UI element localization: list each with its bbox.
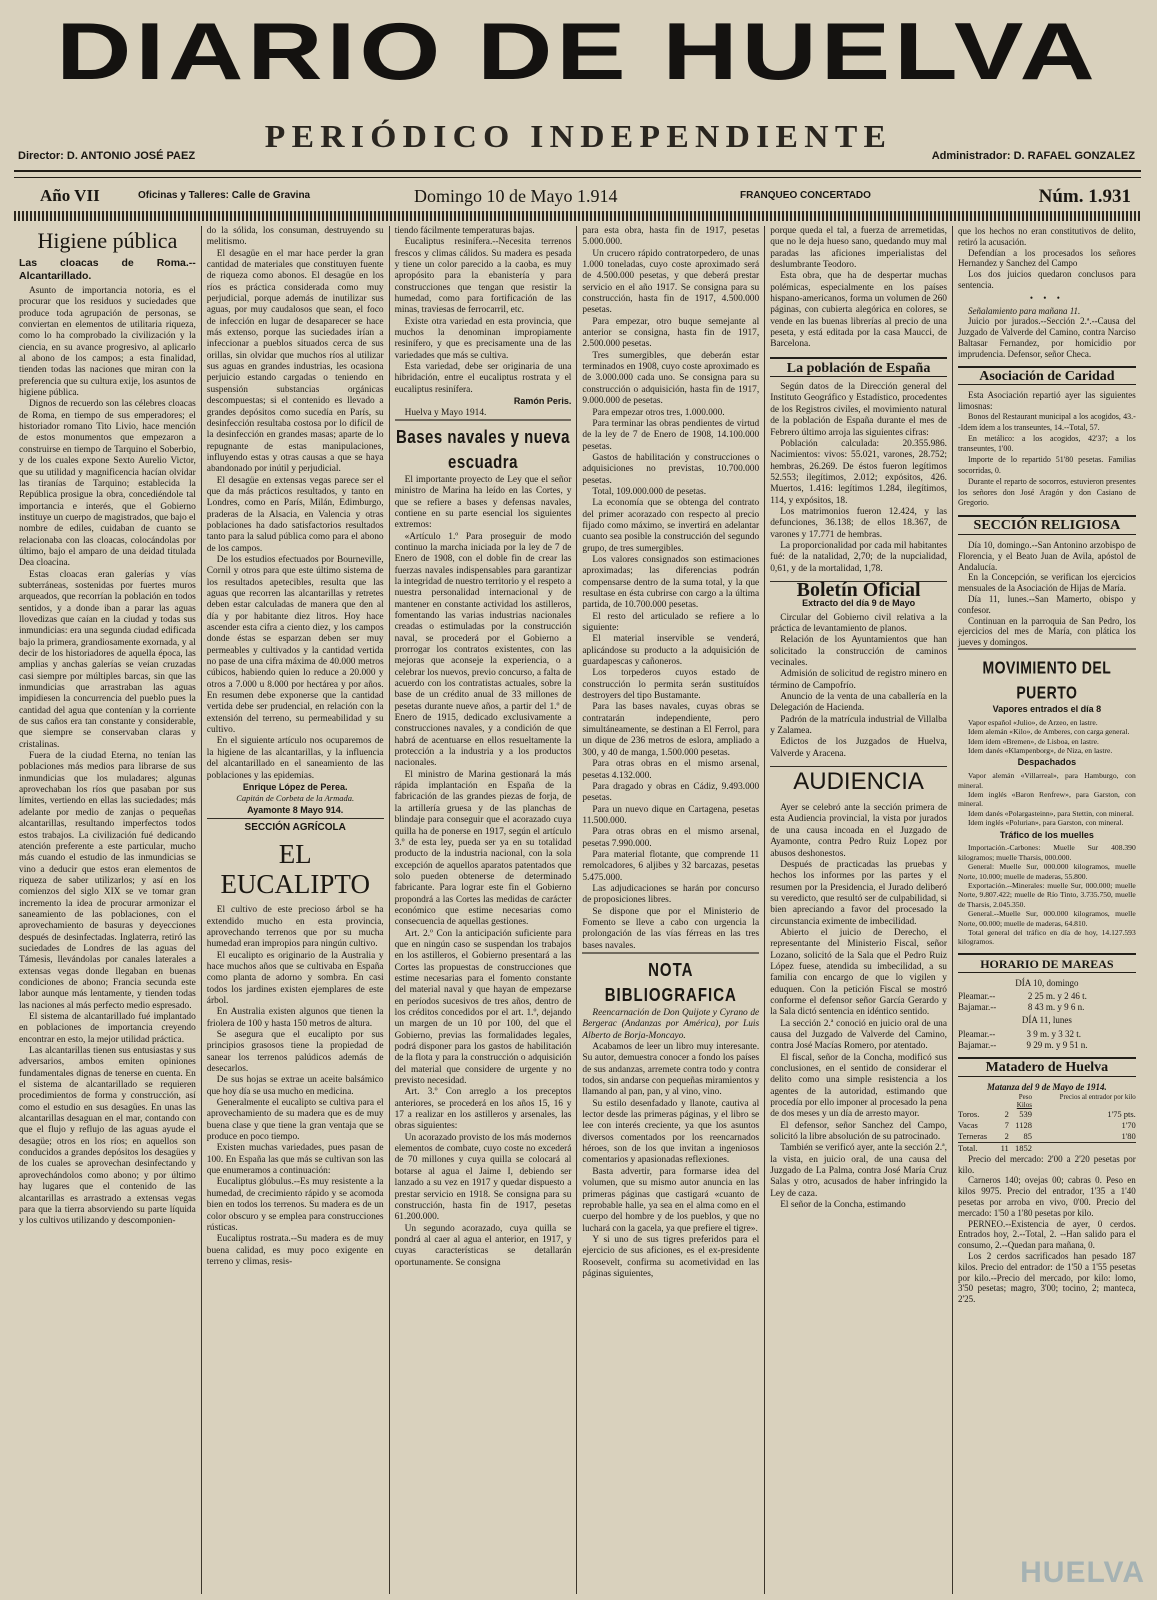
paragraph: Total general del tráfico en día de hoy, 14.127.593 kilogramos.	[957, 928, 1136, 947]
table-cell: 2 25 m. y 2 46 t.	[1027, 991, 1087, 1002]
paragraph: Y si uno de sus tigres preferidos para el ejercicio de sus aficiones, es el ex-presidente Roosevelt, confirma su acometividad en las páginas siguientes,	[582, 1234, 760, 1279]
column-2	[202, 226, 390, 1594]
paragraph: El importante proyecto de Ley que el señor ministro de Marina ha leído en las Cortes, y que se refiere a bases y defensas navales, contiene en su parte esencial los siguientes extremos:	[394, 474, 572, 531]
paragraph: para esta obra, hasta fin de 1917, pesetas 5.000.000.	[582, 226, 760, 248]
issue-date: Domingo 10 de Mayo 1.914	[414, 186, 618, 206]
port-subheading-entrados: Vapores entrados el día 8	[992, 703, 1102, 714]
tide-day-2: DÍA 11, lunes	[1021, 1015, 1072, 1026]
paragraph: Las alcantarillas tienen sus entusiastas y sus adversarios, ambos emiten opiniones fundamentales dignas de tenerse en cuenta. En el sistema de alcantarillado se requieren procedimientos de forma y construcción, así como el estudio en sus desagües. En unas las alcantarillas desaguan en el mar, contando con que el flujo y reflujo de las aguas ayude el desagüe; otros en los ríos; en aquellos son conducidos a grandes depósitos los desagües y de los cuales se aprovechan desinfectando y aprovechándolos como abono; y por último hay lugares que el contenido de las alcantarillas es arrastrado a extensas vegas para que la tierra absorviendo su parte líquida y los cultivos utilizando y descomponien-	[19, 1046, 196, 1227]
table-cell: Pleamar.--	[957, 991, 996, 1002]
table-cell: 11	[1000, 1142, 1009, 1153]
masthead-subtitle: PERIÓDICO INDEPENDIENTE	[264, 118, 893, 154]
table-cell	[1032, 1142, 1136, 1154]
paragraph: En metálico: a los acogidos, 42'37; a los transeuntes, 1'00.	[957, 433, 1136, 454]
paragraph: Juicio por jurados.--Sección 2.ª.--Causa del Juzgado de Valverde del Camino, contra Narciso Baltasar Fernandez, por homicidio por imprudencia. Defensor, señor Checa.	[957, 316, 1136, 359]
table-row	[958, 1029, 1136, 1040]
paragraph: Los valores consignados son estimaciones aproximadas; las diferencias podrán compensarse dentro de la suma total, y la que resultase en ésta cubrirse con cargo a la última partida, de 10.700.000 pesetas.	[582, 554, 760, 611]
article-heading-seccion-religiosa: SECCIÓN RELIGIOSA	[958, 515, 1136, 535]
paragraph: Gastos de habilitación y construcciones o adquisiciones no previstas, 10.700.000 pesetas.	[582, 452, 760, 486]
article-subheading-cloacas: Las cloacas de Roma.--Alcantarillado.	[19, 257, 196, 282]
staff-line	[14, 150, 1141, 166]
paragraph: Total, 109.000.000 de pesetas.	[592, 486, 707, 497]
paragraph: Su estilo desenfadado y llanote, cautiva al lector desde las primeras páginas, y el libro se lee con interés creciente, ya que los asuntos diversos comentados por los reencarnados héroes, son de los que invitan a ingeniosos comentarios y apasionadas reflexiones.	[582, 1098, 760, 1166]
paragraph: Relación de los Ayuntamientos que han solicitado la construcción de caminos vecinales.	[770, 635, 947, 669]
table-row	[958, 1101, 1136, 1109]
archive-watermark: HUELVA	[1020, 1556, 1145, 1589]
author-signature: Enrique López de Perea.	[242, 781, 348, 792]
column-1	[14, 226, 202, 1594]
table-cell: 1'70	[1121, 1119, 1136, 1130]
article-columns	[14, 226, 1141, 1594]
paragraph: Para empezar otros tres, 1.000.000.	[592, 407, 725, 418]
paragraph: Señalamiento para mañana 11.	[967, 305, 1081, 316]
paragraph: Generalmente el eucalipto se cultiva para el aprovechamiento de su madera que es de muy buena clase y que tiene la gran ventaja que se produce en poco tiempo.	[206, 1098, 384, 1143]
article-heading-nota-bibliografica: NOTA BIBLIOGRAFICA	[582, 952, 759, 1008]
table-row	[958, 1142, 1136, 1154]
tide-day-1: DÍA 10, domingo	[1015, 977, 1079, 988]
paragraph: Idem inglés «Baron Renfrew», para Garston, con mineral.	[957, 789, 1136, 809]
table-cell: 2	[1004, 1108, 1009, 1119]
matadero-table	[958, 1093, 1136, 1154]
paragraph: Precio del mercado: 2'00 a 2'20 pesetas por kilo.	[957, 1153, 1136, 1175]
paragraph: Un acorazado provisto de los más modernos elementos de combate, cuyo coste no excederá de 70 millones y cuya quilla se colocará al botarse al agua el Jaime I, debiendo ser lanzado a su vez en 1917 y quedar dispuesto a prestar servicio en 1918. Se consigna para su construcción, hasta fin de 1917, pesetas 61.200.000.	[394, 1132, 572, 1223]
paragraph: Vapor español «Julio», de Arzeo, en lastre.	[967, 717, 1098, 727]
table-cell: 1852	[1014, 1142, 1032, 1153]
paragraph: Esta variedad, debe ser originaria de una hibridación, entre el eucaliptus rostrata y el eucaliptus resinífera.	[394, 362, 572, 395]
paragraph: Se dispone que por el Ministerio de Fomento se lleve a cabo con urgencia la prolongación de las vías férreas en las tres bases navales.	[582, 906, 760, 951]
paragraph: Población calculada: 20.355.986. Nacimientos: vivos: 55.021, varones, 28.752; hembras, 26.269. De éstos fueron legítimos 52.553; ilegítimos, 2.012; expósitos, 426. Muertos, 1.416: legítimos 1.284, ilegítimos, 114, y expósitos, 18.	[770, 438, 947, 506]
table-cell: 8 43 m. y 9 6 n.	[1027, 1002, 1085, 1013]
paragraph: La proporcionalidad por cada mil habitantes fué: de la natalidad, 2,70; de la nupcialidad, 0,61, y de la mortalidad, 1,78.	[770, 540, 947, 574]
paragraph: Importación.-Carbones: Muelle Sur 408.390 kilogramos; muelle Tharsis, 000.000.	[957, 843, 1136, 862]
issue-number: Núm. 1.931	[1038, 186, 1131, 207]
paragraph: porque queda el tal, a fuerza de arremetidas, que no le deja hueso sano, quedando muy mal paradas las aficiones imperialistas del deslumbrante Teodoro.	[770, 226, 947, 271]
paragraph: Existen muchas variedades, pues pasan de 100. En España las que más se cultivan son las que enumeramos a continuación:	[206, 1143, 384, 1177]
paragraph: Los dos juicios quedaron conclusos para sentencia.	[957, 269, 1136, 290]
table-cell: 7	[1004, 1119, 1009, 1130]
paragraph: Ayer se celebró ante la sección primera de esta Audiencia provincial, la vista por jurados de una causa incoada en el Juzgado de Ayamonte, contra Pedro Ruiz Lopez por abusos deshonestos.	[770, 803, 947, 859]
paragraph: Bonos del Restaurant municipal a los acogidos, 43.--Idem ídem a los transeuntes, 14.--Total, 57.	[957, 411, 1136, 432]
paragraph: Vapor alemán «Villarreal», para Hamburgo, con mineral.	[957, 771, 1136, 790]
table-row	[958, 1040, 1136, 1051]
table-row	[958, 1120, 1136, 1131]
paragraph: Acabamos de leer un libro muy interesante. Su autor, demuestra conocer a fondo los países de sus andanzas, arremete contra todo y contra todos, sin andarse con pequeñas miramientos y llamando al pan, pan, y al vino, vino.	[582, 1042, 760, 1098]
paragraph: Idem alemán «Kilo», de Amberes, con carga general.	[967, 727, 1130, 737]
ornament-dots: • • •	[1029, 292, 1064, 303]
column-5	[765, 226, 953, 1594]
paragraph: Reencarnación de Don Quijote y Cyrano de Bergerac (Andanzas por América), por Luis Alberto de Borja-Moncayo.	[582, 1008, 760, 1041]
article-heading-mareas: HORARIO DE MAREAS	[958, 953, 1136, 973]
paragraph: La economía que se obtenga del contrato del primer acorazado con respecto al precio fijado como máximo, se invertirá en adelantar cuanto sea posible la construcción del segundo grupo, de tres sumergibles.	[582, 498, 760, 554]
table-cell: 3 9 m. y 3 32 t.	[1026, 1029, 1081, 1040]
paragraph: El fiscal, señor de la Concha, modificó sus conclusiones, en el sentido de considerar el delito como una simple resistencia a los agentes de la autoridad, estimando que procedía por ello imponer al procesado la pena de dos meses y un día de arresto mayor.	[770, 1052, 947, 1120]
table-cell: Total.	[957, 1142, 978, 1153]
franqueo-note: FRANQUEO CONCERTADO	[740, 190, 871, 201]
info-bar	[14, 182, 1141, 212]
paragraph: El ministro de Marina gestionará la más rápida implantación en España de la fabricación de las grandes piezas de forja, de la artillería gruesa y de las planchas de blindaje para conseguir que el acorazado cuya quilla ha de ponerse en 1917, según el artículo 3.º de esta ley, pueda ser ya en su totalidad producto de la industria nacional, con la sola excepción de aquellos aparatos patentados que solo pueden obtenerse de determinado fabricante. Para lograr este fin el Gobierno propondrá a las Cortes las medidas de carácter económico que estime necesarias como consecuencia de aquellas gestiones.	[394, 769, 572, 928]
paragraph: Idem inglés «Polurian», para Garston, con mineral.	[967, 818, 1124, 828]
paragraph: Idem danés «Klampenborg», de Niza, en lastre.	[967, 745, 1113, 755]
matadero-date: Matanza del 9 de Mayo de 1914.	[987, 1082, 1107, 1092]
paragraph: El sistema de alcantarillado fué implantado en poblaciones de importancia creyendo encontrar en esto, la mejor utilidad práctica.	[19, 1012, 196, 1045]
table-header: Precios al entrador por kilo	[1059, 1092, 1136, 1101]
paragraph: Exportación.--Minerales: muelle Sur, 000.000; muelle Norte, 9.807.422; muelle de Río Tinto, 3.735.750, muelle de Tharsis, 2.045.350.	[957, 880, 1136, 909]
paragraph: Circular del Gobierno civil relativa a la práctica de levantamiento de planos.	[770, 612, 947, 634]
paragraph: Los 2 cerdos sacrificados han pesado 187 kilos. Precio del entrador: de 1'50 a 1'55 pesetas por kilo.--Precio del mercado, por kilo: lomo, 3'50 pesetas; magro, 3'00; tocino, 2; manteca, 2'25.	[957, 1250, 1136, 1305]
paragraph: Para las bases navales, cuyas obras se contratarán independiente, pero simultáneamente, se destinan a El Ferrol, para un dique de 236 metros de eslora, ampliado a 300, y 40 de manga, 1.500.000 pesetas.	[582, 702, 760, 758]
paragraph: Para material flotante, que comprende 11 remolcadores, 6 aljibes y 32 barcazas, pesetas 5.475.000.	[582, 849, 760, 883]
author-signature: Ramón Peris.	[513, 396, 572, 407]
article-heading-movimiento-puerto: MOVIMIENTO DEL PUERTO	[958, 648, 1136, 704]
paragraph: Para otras obras en el mismo arsenal, pesetas 4.132.000.	[582, 759, 760, 781]
table-cell	[998, 1093, 1009, 1101]
article-subheading-extracto: Extracto del día 9 de Mayo	[802, 598, 916, 609]
paragraph: Art. 2.º Con la anticipación suficiente para que en ningún caso se suspendan los trabajos en los astilleros, el Gobierno presentará a las Cortes las propuestas de construcciones que estime necesarias para el fomento constante del material naval y que hayan de empezarse en períodos sucesivos de tres años, dentro de los créditos concedidos por el art. 1.º, dejando un margen de un 10 por 100, del que el Gobierno, previas las formalidades legales, podrá disponer para los gastos de habilitación de la flota y para la construcción o adquisición del material que considere de urgente y no previsto necesidad.	[394, 928, 572, 1087]
paragraph: Existe otra variedad en esta provincia, que muchos la denominan impropiamente resinífero, y que es precisamente una de las variedades que más se cultiva.	[394, 316, 572, 361]
header-hatch-divider	[14, 211, 1141, 221]
paragraph: De sus hojas se extrae un aceite balsámico que hoy día se usa mucho en medicina.	[206, 1075, 384, 1097]
table-header: Peso	[1018, 1092, 1032, 1101]
table-row	[958, 1131, 1136, 1143]
paragraph: Estas cloacas eran galerías y vías subterráneas, sostenidas por fuertes muros arqueados, que recorrían la población en todos sentidos, y a donde iban a parar las aguas llovedizas que caían en la ciudad y todas sus inmundicias: era una segunda ciudad edificada bajo la primera, grandiosamente exornada, y al decir de los historiadores de aquella época, las amplias y anchas galerías se veían cruzadas casi siempre por múltiples barcas, sin que las inmundicias que arrastraban las aguas impidiesen la concurrencia del pueblo pues la cantidad del agua que contenían y la corriente de sus caños era tan constante y considerable, que siempre se conservaban claras y cristalinas.	[19, 569, 196, 750]
table-cell	[1032, 1101, 1136, 1109]
paragraph: Tres sumergibles, que deberán estar terminados en 1908, cuyo coste aproximado es de 3.000.000 cada uno. Se consigna para su construcción o adquisición, hasta fin de 1917, 9.000.000 de pesetas.	[582, 350, 760, 407]
paragraph: Día 11, lunes.--San Mamerto, obispo y confesor.	[957, 593, 1136, 615]
table-cell: Toros.	[957, 1108, 980, 1119]
paragraph: General.--Muelle Sur, 000.000 kilogramos, muelle Norte, 00.000; muelle de maderas, 64.810.	[957, 909, 1136, 928]
table-row	[958, 1002, 1136, 1013]
paragraph: En el siguiente artículo nos ocuparemos de la higiene de las alcantarillas, y la influencia del alcantarillado en el saneamiento de las poblaciones y las epidemias.	[206, 736, 384, 781]
paragraph: Continuan en la parroquia de San Pedro, los ejercicios del mes de María, con plática los jueves y domingos.	[957, 615, 1136, 648]
article-heading-bases-navales: Bases navales y nueva escuadra	[395, 419, 572, 475]
table-cell	[958, 1101, 998, 1109]
paragraph: Edictos de los Juzgados de Huelva, Valverde y Aracena.	[770, 737, 947, 759]
table-cell: 1'75 pts.	[1107, 1108, 1136, 1119]
paragraph: Art. 3.º Con arreglo a los preceptos anteriores, se procederá en los años 15, 16 y 17 a realizar en los astilleros y arsenales, las obras siguientes:	[394, 1087, 572, 1132]
paragraph: Esta obra, que ha de despertar muchas polémicas, especialmente en los países hispano-americanos, forma un volumen de 260 páginas, con cubierta alegórica en colores, se vende en las buenas librerías al precio de una peseta, y está editada por la casa Maucci, de Barcelona.	[770, 271, 947, 350]
tide-table-2	[958, 1029, 1136, 1051]
author-role: Capitán de Corbeta de la Armada.	[236, 793, 355, 804]
paragraph: Idem ídem «Bremen», de Lisboa, en lastre.	[967, 736, 1099, 746]
masthead	[14, 8, 1141, 126]
paragraph: Para otras obras en el mismo arsenal, pesetas 7.990.000.	[582, 827, 760, 849]
table-cell: Pleamar.--	[957, 1029, 996, 1040]
table-cell: 9 29 m. y 9 51 n.	[1026, 1040, 1088, 1051]
tide-table-1	[958, 991, 1136, 1013]
paragraph: El resto del articulado se refiere a lo siguiente:	[582, 611, 760, 634]
paragraph: Dignos de recuerdo son las célebres cloacas de Roma, en tiempo de sus emperadores; el historiador romano Tito Livio, hace mención de estos monumentos que empezaron a construirse en tiempo de Tarquino el Soberbio, y de los cuales expone Sexto Aurelio Victor, que su utilidad y magnificencia hacían olvidar las tiranías de Tarquino; establecida la República prosigue la obra, concediéndole tal importancia e interés, que el Gobierno instituye un cuerpo de magistrados, que bajo el nombre de ediles, cuidaban de cuanto se relacionaba con las cloacas, colocándolas por último, bajo el amparo de una deidad titulada Dea cloacina.	[19, 399, 196, 569]
paragraph: Esta Asociación repartió ayer las siguientes limosnas:	[957, 390, 1136, 412]
paragraph: El defensor, señor Sanchez del Campo, solicitó la libre absolución de su patrocinado.	[770, 1120, 947, 1143]
director-credit: Director: D. ANTONIO JOSÉ PAEZ	[18, 150, 196, 162]
paragraph: También se verificó ayer, ante la sección 2.ª, la vista, en juicio oral, de una causa del Juzgado de La Palma, contra José María Cruz Salas y otro, acusados de haber infringido la Ley de caza.	[770, 1143, 947, 1199]
paragraph: En la Concepción, se verifican los ejercicios mensuales de la Asociación de Hijas de María.	[957, 572, 1136, 594]
port-subheading-trafico: Tráfico de los muelles	[999, 829, 1094, 840]
section-label-agricola: SECCIÓN AGRÍCOLA	[207, 818, 384, 833]
paragraph: El eucalipto es originario de la Australia y hace muchos años que se cultivaba en España como planta de adorno y sombra. En casi todos los jardines existen ejemplares de este árbol.	[206, 950, 384, 1006]
paragraph: Defendían a los procesados los señores Hernandez y Sanchez del Campo	[957, 247, 1136, 269]
table-cell	[958, 1093, 998, 1101]
paragraph: El señor de la Concha, estimando	[780, 1200, 906, 1211]
table-cell: 1'80	[1121, 1130, 1136, 1141]
paragraph: Durante el reparto de socorros, estuvieron presentes los señores don José Aragón y don Casiano de Gregorio.	[957, 476, 1136, 508]
paragraph: Idem danés «Polargasteinn», para Stettin, con mineral.	[967, 808, 1134, 818]
article-heading-asociacion: Asociación de Caridad	[958, 366, 1136, 386]
column-3	[390, 226, 578, 1594]
paragraph: Padrón de la matrícula industrial de Villalba y Zalamea.	[770, 714, 947, 737]
table-row	[958, 991, 1136, 1002]
paragraph: El material inservible se venderá, aplicándose su producto a la adquisición de guardapescas y cañoneros.	[582, 634, 760, 668]
paragraph: Los torpederos cuyos estado de construcción lo permita serán sustituídos destroyers del tipo Bustamante.	[582, 668, 760, 702]
paragraph: Asunto de importancia notoria, es el procurar que los residuos y suciedades que produce toda agrupación de personas, se conviertan en elementos de utilitaria riqueza, como lo ha comprobado la civilización y la ciencia, en su avance progresivo, al aplicarlo al abono de los campos; a esta finalidad, tienden todas las naciones que miran con la preferencia que su cultura exije, los asuntos de higiene pública.	[19, 286, 196, 399]
paragraph: De los estudios efectuados por Bourneville, Cornil y otros para que este último sistema de los resultados apetecibles, resulta que las aguas que recorren las alcantarillas y retretes deben estar calculadas de manera que den al día y por habitante diez litros. Hoy hace ascender esta cifra a ciento diez, y los campos donde éstas se esparzan deben ser muy permeables y cultivados y la cantidad vertida no pase de una cifra máxima de 40.000 metros cúbicos, habiendo quien lo reduce a 20.000 y otros a 7.000 u 8.000 por hectárea y por años. En resumen debe exponerse que la cantidad vertida debe ser prudencial, en relación con la extensión del terreno, su permeabilidad y su cultivo.	[206, 554, 384, 736]
paragraph: «Artículo 1.º Para proseguir de modo continuo la marcha iniciada por la ley de 7 de Enero de 1908, con el doble fin de crear las fuerzas navales indispensables para garantizar la integridad de nuestro territorio y el respeto a nuestra personalidad internacional y de mantener en constante actividad los astilleros, fomentando las varias industrias nacionales creadas o estimuladas por la construcción naval, se procederá por el Gobierno a prorrogar los contratos existentes, con las mejoras que aconseje la experiencia, o a celebrar los nuevos, previo concurso, a falta de acuerdo con los contratistas actuales, sobre la base de un crédito anual de 33 millones de pesetas durante nueve años, a partir del 1.º de Enero de 1915, dedicado exclusivamente a construcciones navales, y a condición de que habrá de acentuarse en ellos resueltamente la protección a la industria y a los productos nacionales.	[394, 531, 572, 769]
paragraph: Carneros 140; ovejas 00; cabras 0. Peso en kilos 9975. Precio del entrador, 1'35 a 1'40 pesetas por arroba en vivo, 0'00. Precio del mercado: 1'50 a 1'80 pesetas por kilo.	[957, 1175, 1136, 1218]
table-row	[958, 1093, 1136, 1101]
administrator-credit: Administrador: D. RAFAEL GONZALEZ	[931, 150, 1135, 162]
column-6	[953, 226, 1141, 1594]
table-cell: Terneras	[957, 1130, 988, 1141]
paragraph: General: Muelle Sur, 000.000 kilogramos, muelle Norte, 10.000; muelle de maderas, 55.800.	[957, 862, 1136, 881]
paragraph: Para dragado y obras en Cádiz, 9.493.000 pesetas.	[582, 781, 760, 804]
paragraph: Fuera de la ciudad Eterna, no tenían las poblaciones más medios para librarse de sus inmundicias que los muladares; algunas aprovechaban los ríos que pasaban por sus límites, vertiendo en ellas las suciedades; más adelante por medio de zanjas o pequeñas alcantarillas, resultando imperfectos todos estos trabajos. La civilización fué dedicando atención preferente a este particular, mucho más cuando el estudio de las inmundicias se vino a deducir que estos eran elementos de riqueza de saber utilizarlos; y así en los comienzos del siglo XIX se ve tomar gran incremento la idea de procurar armonizar el saneamiento de las poblaciones, con el aprovechamiento de basuras y deyecciones después de desinfectadas. Inglaterra, retiró las suciedades de Londres de las aguas del Támesis, llevándolas por canales laterales a extensas vegas donde llegaban en buenas condiciones de abono; Francia secunda este labor aunque más lentamente, y tienden todas las naciones al más perfecto medio espresado.	[19, 751, 196, 1011]
paragraph: Anuncio de la venta de una caballería en la Delegación de Hacienda.	[770, 692, 947, 714]
table-header: Kilos	[1016, 1100, 1032, 1109]
paragraph: El desagüe en extensas vegas parece ser el que da más prácticos resultados, y tanto en Londres, como en París, Milán, Edimburgo, praderas de la Alsacia, en Valencia y otras poblaciones ha dado satisfactorios resultados tanto para la salud pública como para el abono de los campos.	[206, 475, 384, 554]
paragraph: En Australia existen algunos que tienen la friolera de 100 y hasta 150 metros de altura.	[206, 1007, 384, 1029]
article-heading-eucalipto: EL EUCALIPTO	[220, 839, 370, 900]
paragraph: Según datos de la Dirección general del Instituto Geográfico y Estadístico, procedentes de los Registros civiles, el movimiento natural de la población de España durante el mes de Febrero último arroja las siguientes cifras:	[770, 382, 947, 438]
article-heading-boletin: Boletín Oficial	[770, 581, 947, 596]
issue-year: Año VII	[40, 186, 100, 205]
paragraph: Los matrimonios fueron 12.424, y las defunciones, 36.138; de ellos 18.367, de varones y 17.771 de hembras.	[770, 506, 947, 540]
table-row	[958, 1109, 1136, 1120]
article-heading-matadero: Matadero de Huelva	[958, 1057, 1136, 1077]
table-cell	[998, 1101, 1009, 1109]
paragraph: El desagüe en el mar hace perder la gran cantidad de materiales que constituyen fuente de riqueza como abonos. El desagüe en los ríos es práctica considerada como muy perjudicial, porque además de inutilizar sus aguas, por muy caudalosos que sean, el foco de infección en lugar de desaparecer se hace más extenso, porque las suciedades irían a infeccionar a pueblos situados cerca de sus orillas, sin olvidar que muchos ríos al utilizar sus aguas en grandes industrias, les ocasiona perjuicio estando cargadas o teniendo en suspensión substancias orgánicas descompuestas; si el contenido es llevado a grandes depósitos como sucedía en París, su desinfección resultaba costosa por lo difícil de la desinfección en grandes masas; aparte de lo repugnante de estas manipulaciones, influyendo estas y otras causas a que se haya abandonado por inútil y perjudicial.	[206, 248, 384, 475]
paragraph: que los hechos no eran constitutivos de delito, retiró la acusación.	[957, 226, 1136, 247]
paragraph: Eucaliptus resinífera.--Necesita terrenos frescos y climas cálidos. Su madera es pesada y tiene un color parecido a la caoba, es muy apropósito para la ebanistería y para construcciones que tengan que resistir la humedad, como para fortificación de las minas, traviesas de ferrocarril, etc.	[394, 237, 572, 316]
paragraph: PERNEO.--Existencia de ayer, 0 cerdos. Entrados hoy, 2.--Total, 2. --Han salido para el consumo, 2.--Quedan para mañana, 0.	[957, 1218, 1136, 1251]
article-heading-audiencia: AUDIENCIA	[770, 766, 947, 797]
paragraph: La sección 2.ª conoció en juicio oral de una causa del Juzgado de Valverde del Camino, contra José Macías Romero, por atentado.	[770, 1018, 947, 1052]
paragraph: Las adjudicaciones se harán por concurso de proposiciones libres.	[582, 883, 760, 906]
table-cell: Vacas	[957, 1119, 978, 1130]
top-rule-thin	[14, 177, 1141, 178]
paragraph: Un crucero rápido contratorpedero, de unas 1.000 toneladas, cuyo coste aproximado será de 4.500.000 pesetas, y que deberá prestar servicio en el año 1917. Se consigna para su construcción, hasta fin de 1917, 4.500.000 pesetas.	[582, 248, 760, 316]
office-address: Oficinas y Talleres: Calle de Gravina	[138, 190, 311, 201]
top-rule	[14, 170, 1141, 172]
paragraph: Eucaliptus rostrata.--Su madera es de muy buena calidad, es muy poco exigente en terreno y climas, resis-	[206, 1234, 384, 1267]
table-cell: 1128	[1015, 1119, 1032, 1130]
paragraph: Importe de lo repartido 51'80 pesetas. Familias socorridas, 0.	[957, 455, 1136, 475]
paragraph: Abierto el juicio de Derecho, el representante del Ministerio Fiscal, señor Lozano, solicitó de la Sala que el Pedro Ruiz López fuese, atendida su imbecilidad, a su familia con encargo de que lo vigilen y eduquen. Con la petición Fiscal se mostró conforme el defensor señor García Gerardo y la Sala dictó sentencia en idéntico sentido.	[770, 927, 947, 1018]
paragraph: Un segundo acorazado, cuya quilla se pondrá al caer al agua el anterior, en 1917, y cuyas características se detallarán oportunamente. Se consigna	[394, 1223, 572, 1268]
port-subheading-despachados: Despachados	[1017, 757, 1077, 768]
paragraph: tiendo fácilmente temperaturas bajas.	[394, 226, 535, 236]
paragraph: El cultivo de este precioso árbol se ha extendido mucho en esta provincia, aprovechando terrenos que por su mucha humedad eran impropios para ningún cultivo.	[206, 905, 384, 950]
paragraph: Después de practicadas las pruebas y hechos los informes por las partes y el resumen por la Presidencia, el Jurado deliberó su veredicto, que resultó ser de culpabilidad, si bien apreciando a favor del procesado la circunstancia eximente de imbecilidad.	[770, 859, 947, 927]
dateline: Ayamonte 8 Mayo 914.	[247, 804, 344, 815]
paragraph: Admisión de solicitud de registro minero en término de Campofrío.	[770, 669, 947, 691]
article-heading-higiene: Higiene pública	[37, 228, 178, 253]
column-4	[577, 226, 765, 1594]
paragraph: Para un nuevo dique en Cartagena, pesetas 11.500.000.	[582, 804, 760, 826]
paragraph: do la sólida, los consuman, destruyendo su melitismo.	[206, 226, 384, 248]
table-cell: 2	[1004, 1130, 1009, 1141]
dateline: Huelva y Mayo 1914.	[404, 407, 487, 418]
paragraph: Se asegura que el eucalipto por sus principios grasosos tiene la propiedad de sanear los terrenos palúdicos además de desecarlos.	[206, 1030, 384, 1075]
table-cell: Bajamar.--	[957, 1002, 997, 1013]
paragraph: Eucaliptus glóbulus.--Es muy resistente a la humedad, de crecimiento rápido y se acomoda bien en todos los terrenos. Su madera es de un color obscuro y se emplea para construcciones rústicas.	[206, 1177, 384, 1233]
table-cell: 539	[1019, 1108, 1032, 1119]
paragraph: Para terminar las obras pendientes de virtud de la ley de 7 de Enero de 1908, 14.100.000 pesetas.	[582, 418, 760, 452]
paragraph: Basta advertir, para formarse idea del volumen, que su mismo autor anuncia en las primeras páginas que castigará «cuanto de reprobable halle, ya sea en el alma como en el cuerpo del hombre y de los pueblos, y que no luchará con la gacela, ya que prefiere el tigre».	[582, 1166, 760, 1234]
article-heading-poblacion: La población de España	[770, 357, 947, 377]
table-cell: Bajamar.--	[957, 1040, 997, 1051]
paragraph: Para empezar, otro buque semejante al anterior se consigna, hasta fin de 1917, 2.500.000 pesetas.	[582, 316, 760, 350]
table-cell: 85	[1023, 1130, 1032, 1141]
masthead-title: DIARIO DE HUELVA	[56, 6, 1099, 97]
paragraph: Día 10, domingo.--San Antonino arzobispo de Florencia, y el Beato Juan de Avila, apóstol de Andalucía.	[957, 539, 1136, 572]
